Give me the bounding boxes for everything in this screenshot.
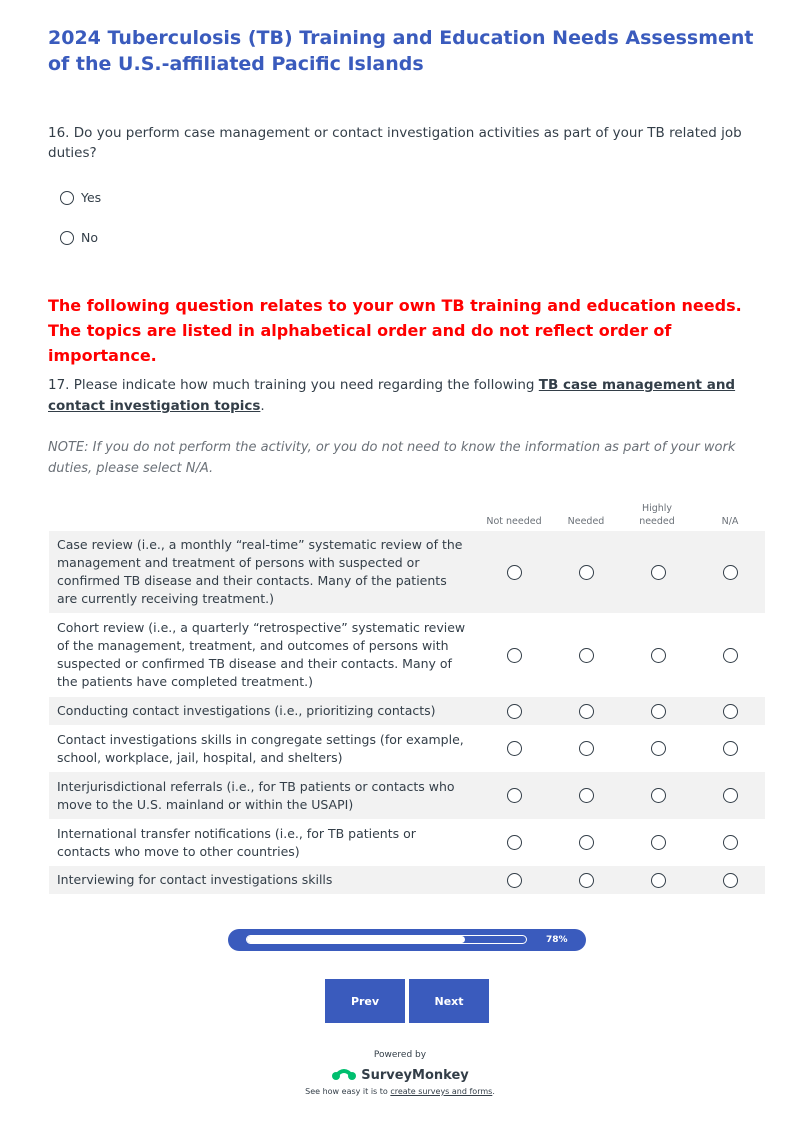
radio-button-icon[interactable] (579, 873, 594, 888)
q17-text-before: 17. Please indicate how much training you need regarding the following (48, 377, 539, 393)
progress-track (246, 935, 527, 944)
matrix-cell-na[interactable] (694, 772, 766, 819)
column-header-na: N/A (721, 516, 739, 527)
radio-button-icon[interactable] (651, 788, 666, 803)
matrix-cell-not-needed[interactable] (478, 772, 550, 819)
matrix-cell-highly-needed[interactable] (622, 697, 694, 725)
tagline-prefix: See how easy it is to (305, 1087, 391, 1096)
radio-button-icon[interactable] (651, 565, 666, 580)
q17-note: NOTE: If you do not perform the activity, or you do not need to know the information as part of your work duties, please select N/A. (48, 440, 736, 476)
matrix-cell-needed[interactable] (550, 697, 622, 725)
q16-option-yes[interactable] (60, 190, 101, 205)
radio-button-icon[interactable] (507, 835, 522, 850)
matrix-cell-na[interactable] (694, 819, 766, 866)
prev-button[interactable]: Prev (325, 979, 405, 1023)
surveymonkey-logo-icon (331, 1066, 357, 1085)
matrix-row-label: Cohort review (i.e., a quarterly “retrospective” systematic review of the management, treatment, and outcomes of persons with suspected or confirmed TB disease and their contacts. Many of the patients have completed treatment.) (57, 620, 466, 689)
q16-option-label: Yes (81, 190, 102, 205)
radio-button-icon[interactable] (651, 704, 666, 719)
matrix-row (49, 697, 765, 725)
radio-button-icon[interactable] (507, 741, 522, 756)
radio-button-icon[interactable] (651, 648, 666, 663)
question-17-text (48, 375, 748, 417)
radio-button-icon[interactable] (579, 835, 594, 850)
matrix-row (49, 772, 765, 819)
radio-button-icon[interactable] (579, 741, 594, 756)
matrix-cell-na[interactable] (694, 725, 766, 772)
matrix-row (49, 866, 765, 894)
matrix-cell-highly-needed[interactable] (622, 772, 694, 819)
matrix-cell-not-needed[interactable] (478, 819, 550, 866)
matrix-cell-needed[interactable] (550, 866, 622, 894)
column-header-needed: Needed (567, 516, 605, 527)
create-surveys-link[interactable]: create surveys and forms (390, 1087, 493, 1096)
matrix-cell-needed[interactable] (550, 725, 622, 772)
radio-button-icon[interactable] (507, 704, 522, 719)
q16-option-no[interactable] (60, 230, 98, 245)
matrix-cell-na[interactable] (694, 531, 766, 613)
matrix-row (49, 725, 765, 772)
q17-matrix (49, 500, 765, 894)
radio-button-icon[interactable] (579, 788, 594, 803)
matrix-cell-highly-needed[interactable] (622, 531, 694, 613)
footer (200, 1048, 600, 1096)
matrix-cell-needed[interactable] (550, 531, 622, 613)
radio-button-icon[interactable] (60, 191, 74, 205)
matrix-row-label: International transfer notifications (i.e., for TB patients or contacts who move to other countries) (57, 825, 416, 859)
matrix-row-label: Interjurisdictional referrals (i.e., for TB patients or contacts who move to the U.S. mainland or within the USAPI) (57, 778, 455, 812)
matrix-row (49, 531, 765, 613)
matrix-cell-needed[interactable] (550, 772, 622, 819)
radio-button-icon[interactable] (579, 704, 594, 719)
column-header-highly-needed: Highly needed (639, 503, 675, 527)
matrix-cell-not-needed[interactable] (478, 725, 550, 772)
matrix-cell-not-needed[interactable] (478, 613, 550, 697)
radio-button-icon[interactable] (507, 565, 522, 580)
radio-button-icon[interactable] (507, 648, 522, 663)
matrix-cell-na[interactable] (694, 697, 766, 725)
training-notice: The following question relates to your own TB training and education needs. The topics are listed in alphabetical order and do not reflect order of importance. (48, 296, 742, 365)
next-button[interactable]: Next (409, 979, 489, 1023)
matrix-cell-not-needed[interactable] (478, 531, 550, 613)
tagline-suffix: . (492, 1087, 495, 1096)
matrix-cell-highly-needed[interactable] (622, 819, 694, 866)
matrix-row (49, 819, 765, 866)
matrix-cell-needed[interactable] (550, 613, 622, 697)
matrix-row-label: Contact investigations skills in congregate settings (for example, school, workplace, jail, hospital, and shelters) (57, 731, 464, 765)
q17-text-after: . (260, 398, 265, 414)
q17-topics-link[interactable]: TB case management and contact investigation topics (48, 377, 736, 414)
question-16-text: 16. Do you perform case management or contact investigation activities as part of your TB related job duties? (48, 125, 742, 161)
matrix-cell-highly-needed[interactable] (622, 613, 694, 697)
radio-button-icon[interactable] (723, 741, 738, 756)
matrix-cell-na[interactable] (694, 866, 766, 894)
radio-button-icon[interactable] (723, 788, 738, 803)
radio-button-icon[interactable] (651, 835, 666, 850)
progress-fill (247, 936, 465, 943)
radio-button-icon[interactable] (579, 648, 594, 663)
matrix-header (49, 500, 765, 531)
radio-button-icon[interactable] (579, 565, 594, 580)
matrix-row-label: Case review (i.e., a monthly “real-time” systematic review of the management and treatment of persons with suspected or confirmed TB disease and their contacts. Many of the patients are currently receiving treatment.) (57, 537, 463, 606)
q16-option-label: No (81, 230, 98, 245)
radio-button-icon[interactable] (723, 873, 738, 888)
matrix-row-label: Conducting contact investigations (i.e., prioritizing contacts) (57, 703, 436, 718)
radio-button-icon[interactable] (723, 565, 738, 580)
matrix-cell-not-needed[interactable] (478, 866, 550, 894)
matrix-cell-highly-needed[interactable] (622, 866, 694, 894)
radio-button-icon[interactable] (60, 231, 74, 245)
radio-button-icon[interactable] (651, 873, 666, 888)
radio-button-icon[interactable] (507, 873, 522, 888)
progress-bar (228, 929, 586, 951)
matrix-row (49, 613, 765, 697)
matrix-cell-na[interactable] (694, 613, 766, 697)
surveymonkey-brand[interactable] (200, 1065, 600, 1085)
progress-label: 78% (546, 935, 568, 945)
radio-button-icon[interactable] (651, 741, 666, 756)
radio-button-icon[interactable] (507, 788, 522, 803)
radio-button-icon[interactable] (723, 704, 738, 719)
matrix-row-label: Interviewing for contact investigations skills (57, 872, 333, 887)
powered-by-text: Powered by (373, 1050, 427, 1060)
surveymonkey-brand-name: SurveyMonkey (361, 1067, 469, 1083)
radio-button-icon[interactable] (723, 648, 738, 663)
radio-button-icon[interactable] (723, 835, 738, 850)
survey-title: 2024 Tuberculosis (TB) Training and Education Needs Assessment of the U.S.-affiliated Pacific Islands (48, 27, 754, 75)
matrix-cell-needed[interactable] (550, 819, 622, 866)
matrix-cell-highly-needed[interactable] (622, 725, 694, 772)
matrix-cell-not-needed[interactable] (478, 697, 550, 725)
column-header-not-needed: Not needed (486, 516, 542, 527)
footer-tagline (200, 1087, 600, 1096)
